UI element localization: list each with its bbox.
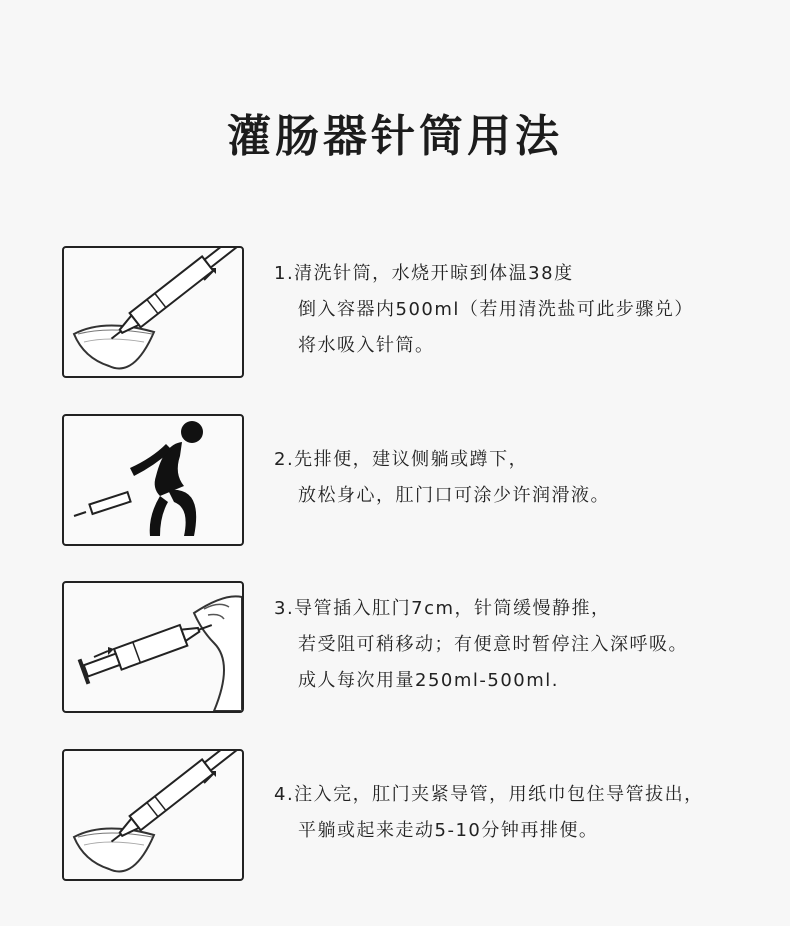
step-3-line-1: 3.导管插入肛门7cm，针筒缓慢静推，: [274, 598, 611, 619]
syringe-insert-icon: [64, 583, 242, 711]
step-4-illustration: [62, 749, 244, 881]
syringe-bowl-icon: [64, 248, 242, 376]
step-1-illustration: [62, 246, 244, 378]
step-4-line-1: 4.注入完，肛门夹紧导管，用纸巾包住导管拔出，: [274, 784, 704, 805]
step-2: [62, 414, 762, 544]
step-1: [62, 246, 762, 376]
step-2-illustration: [62, 414, 244, 546]
step-4: [62, 749, 762, 879]
step-1-line-1: 1.清洗针筒，水烧开晾到体温38度: [274, 263, 574, 284]
step-4-line-2: 平躺或起来走动5-10分钟再排便。: [298, 820, 599, 841]
step-3-illustration: [62, 581, 244, 713]
syringe-bowl-icon: [64, 751, 242, 879]
step-1-text: [274, 256, 694, 364]
step-2-line-1: 2.先排便，建议侧躺或蹲下，: [274, 449, 529, 470]
step-4-text: [274, 777, 704, 849]
step-3-line-3: 成人每次用量250ml-500ml.: [298, 670, 559, 691]
step-1-line-2: 倒入容器内500ml（若用清洗盐可此步骤兑）: [298, 299, 694, 320]
step-3: [62, 581, 762, 711]
step-2-line-2: 放松身心，肛门口可涂少许润滑液。: [298, 485, 610, 506]
step-3-text: [274, 591, 688, 699]
step-2-text: [274, 442, 610, 514]
squatting-person-icon: [64, 416, 242, 544]
step-1-line-3: 将水吸入针筒。: [298, 335, 435, 356]
page-title: 灌肠器针筒用法: [227, 111, 563, 162]
step-3-line-2: 若受阻可稍移动；有便意时暂停注入深呼吸。: [298, 634, 688, 655]
